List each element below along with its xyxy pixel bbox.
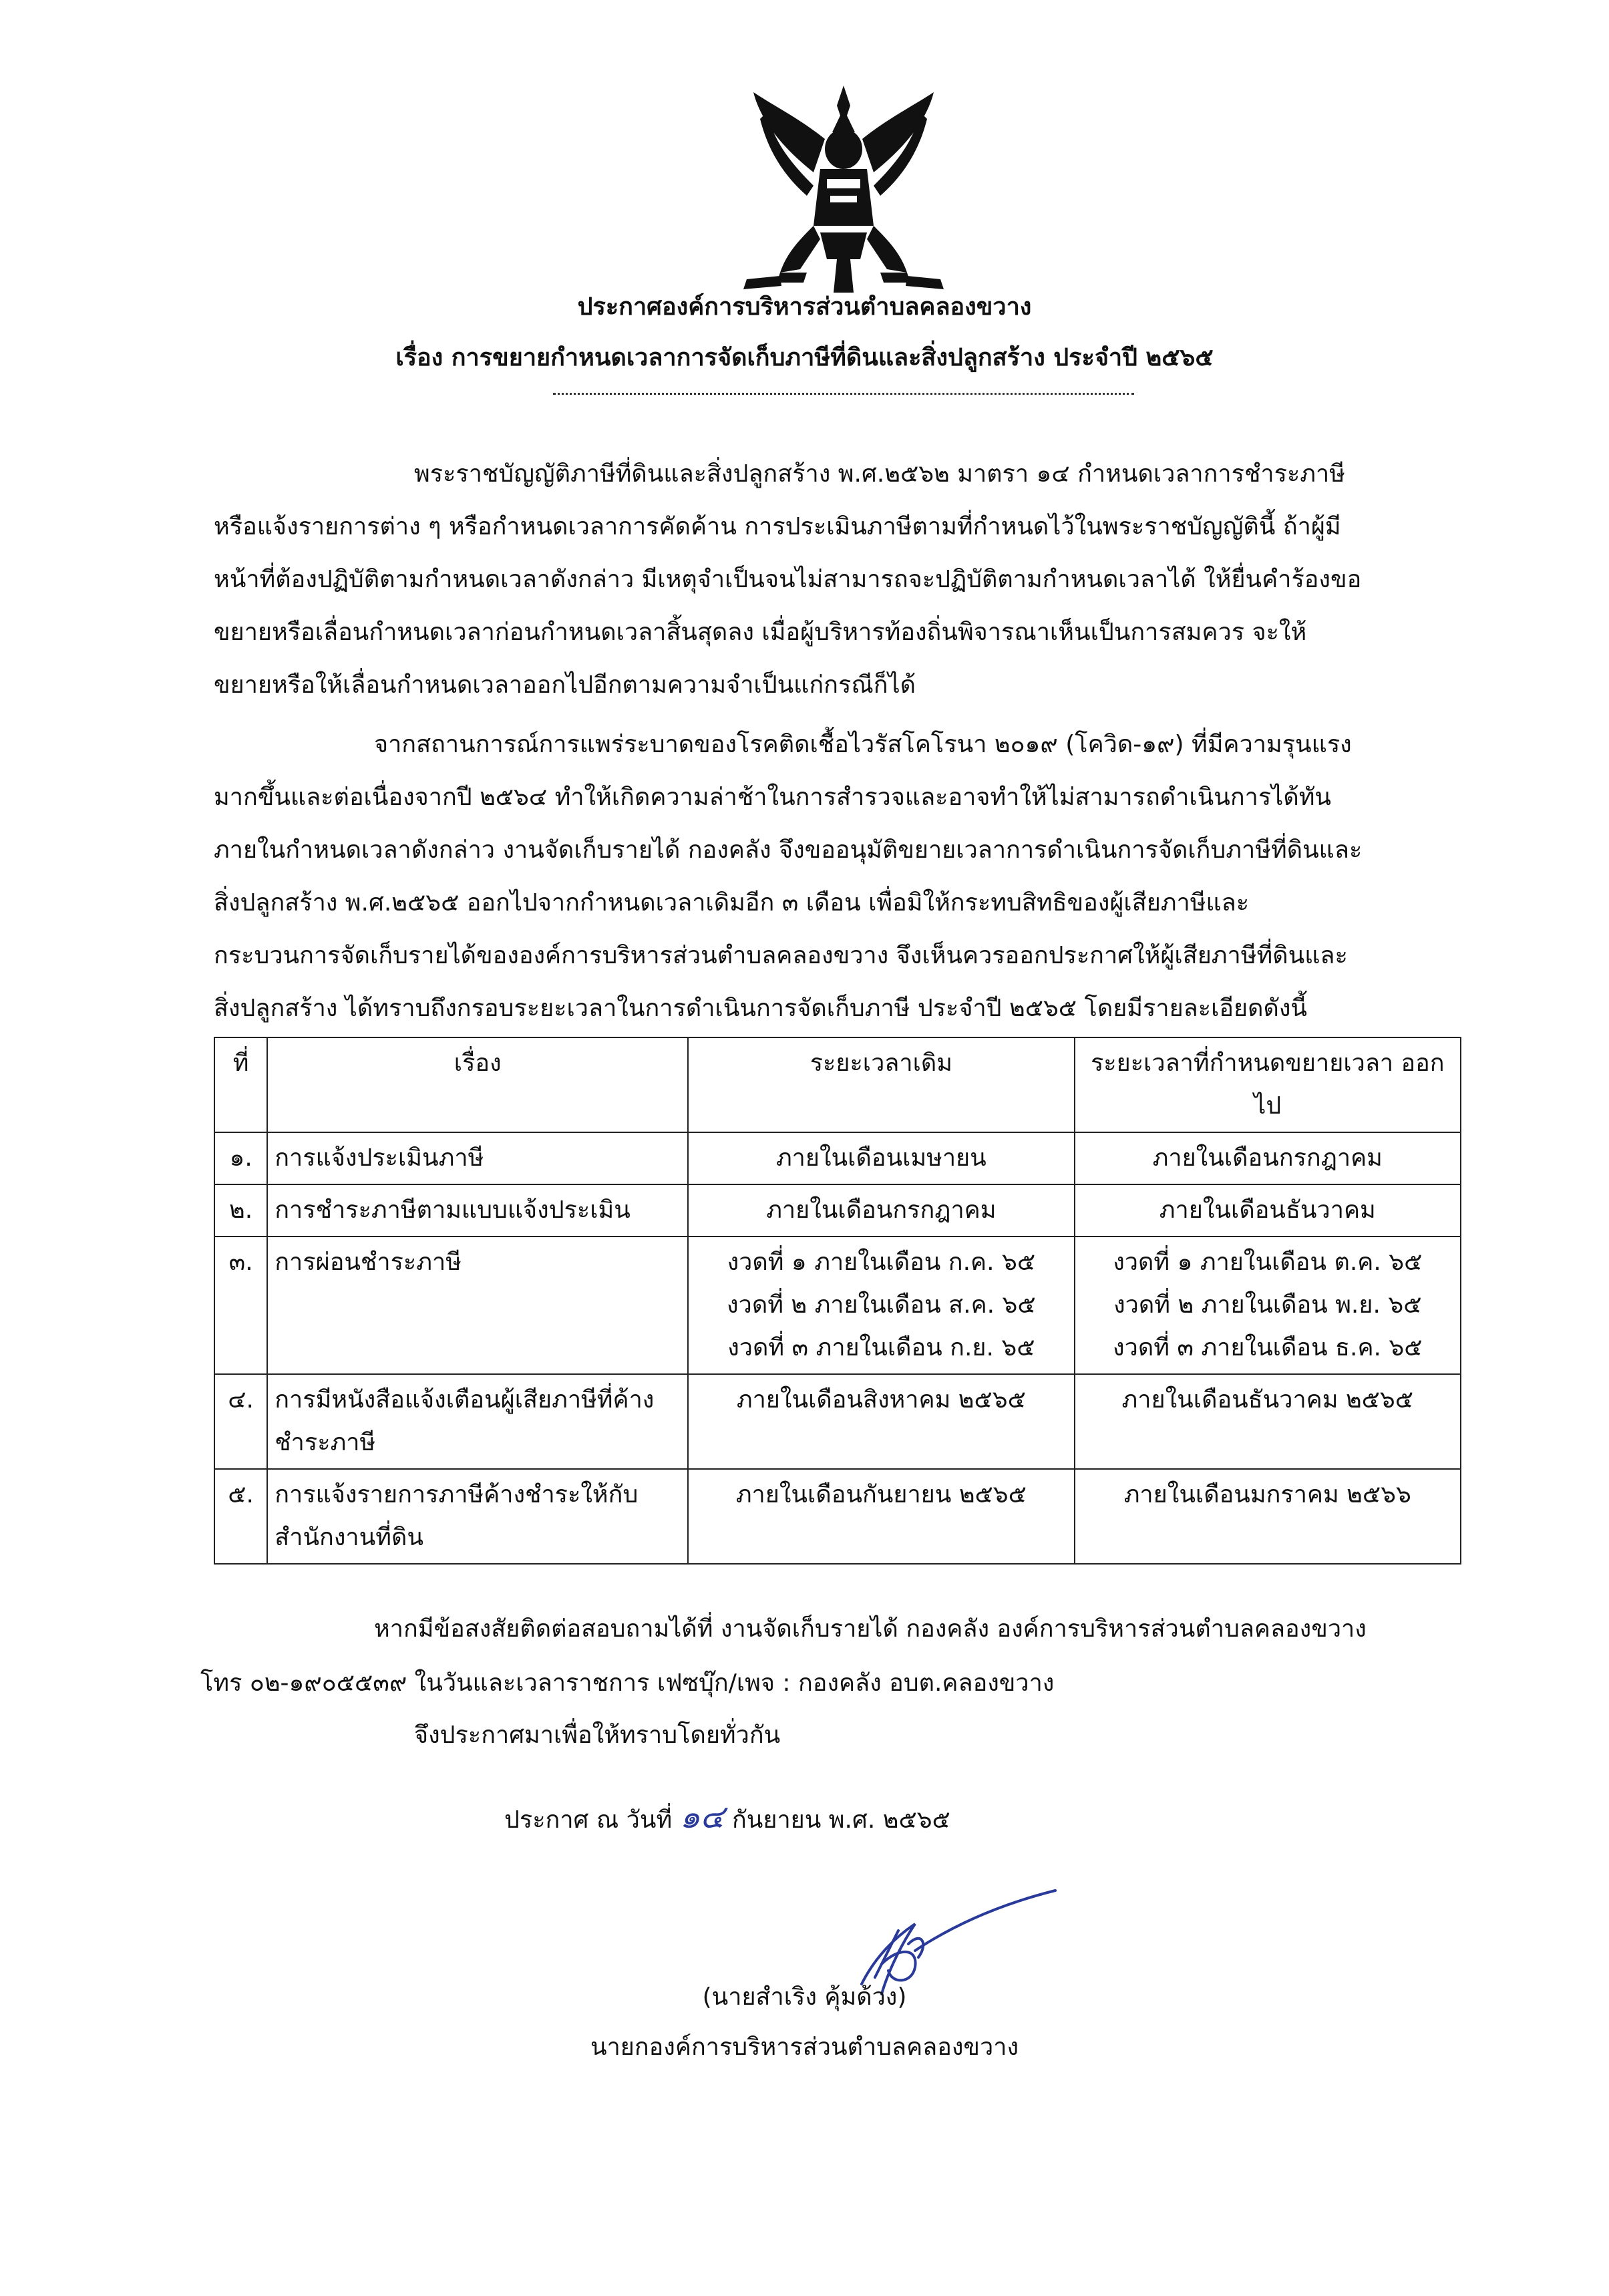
row-extended <box>1075 1237 1461 1374</box>
row-no: ๔. <box>214 1374 267 1469</box>
announcement-subject: เรื่อง การขยายกำหนดเวลาการจัดเก็บภาษีที่ดินและสิ่งปลูกสร้าง ประจำปี ๒๕๖๕ <box>395 344 1214 371</box>
text-line: สิ่งปลูกสร้าง พ.ศ.๒๕๖๕ ออกไปจากกำหนดเวลาเดิมอีก ๓ เดือน เพื่อมิให้กระทบสิทธิของผู้เสียภาษีและ <box>214 889 1250 917</box>
contact-line: หากมีข้อสงสัยติดต่อสอบถามได้ที่ งานจัดเก็บรายได้ กองคลัง องค์การบริหารส่วนตำบลคลองขวาง <box>374 1615 1367 1643</box>
row-extended: ภายในเดือนธันวาคม ๒๕๖๕ <box>1075 1374 1461 1469</box>
row-original: ภายในเดือนกันยายน ๒๕๖๕ <box>688 1469 1074 1564</box>
text-line: จากสถานการณ์การแพร่ระบาดของโรคติดเชื้อไวรัสโคโรนา ๒๐๑๙ (โควิด-๑๙) ที่มีความรุนแรง <box>374 731 1352 758</box>
table-row <box>214 1132 1461 1184</box>
text-line: สิ่งปลูกสร้าง ได้ทราบถึงกรอบระยะเวลาในการดำเนินการจัดเก็บภาษี ประจำปี ๒๕๖๕ โดยมีรายละเอียดดังนี้ <box>214 995 1308 1022</box>
row-subject: การแจ้งรายการภาษีค้างชำระให้กับสำนักงานที่ดิน <box>267 1469 688 1564</box>
signer-name: (นายสำเริง คุ้มด้วง) <box>702 1983 907 2011</box>
header-subject: เรื่อง <box>267 1037 688 1132</box>
paragraph-covid-extension <box>214 718 1453 1035</box>
signer-title: นายกองค์การบริหารส่วนตำบลคลองขวาง <box>590 2033 1019 2061</box>
text-line: มากขึ้นและต่อเนื่องจากปี ๒๕๖๔ ทำให้เกิดความล่าช้าในการสำรวจและอาจทำให้ไม่สามารถดำเนินการได้ทัน <box>214 784 1332 811</box>
paragraph-law-reference <box>214 448 1453 711</box>
row-extended: ภายในเดือนธันวาคม <box>1075 1184 1461 1237</box>
row-no: ๑. <box>214 1132 267 1184</box>
table-row <box>214 1469 1461 1564</box>
text-line: กระบวนการจัดเก็บรายได้ขององค์การบริหารส่วนตำบลคลองขวาง จึงเห็นควรออกประกาศให้ผู้เสียภาษีที่ดินและ <box>214 942 1348 969</box>
row-subject: การผ่อนชำระภาษี <box>267 1237 688 1374</box>
row-extended: ภายในเดือนมกราคม ๒๕๖๖ <box>1075 1469 1461 1564</box>
date-suffix: กันยายน พ.ศ. ๒๕๖๕ <box>731 1806 950 1834</box>
table-header-row <box>214 1037 1461 1132</box>
row-no: ๒. <box>214 1184 267 1237</box>
garuda-emblem-icon <box>740 79 947 299</box>
installment-line: งวดที่ ๒ ภายในเดือน ส.ค. ๖๕ <box>727 1291 1036 1319</box>
row-original <box>688 1237 1074 1374</box>
row-original: ภายในเดือนเมษายน <box>688 1132 1074 1184</box>
announcement-title: ประกาศองค์การบริหารส่วนตำบลคลองขวาง <box>577 293 1032 321</box>
row-subject: การชำระภาษีตามแบบแจ้งประเมิน <box>267 1184 688 1237</box>
table-row <box>214 1374 1461 1469</box>
installment-line: งวดที่ ๓ ภายในเดือน ธ.ค. ๖๕ <box>1113 1334 1423 1361</box>
header-original-period: ระยะเวลาเดิม <box>688 1037 1074 1132</box>
contact-phone-line: โทร ๐๒-๑๙๐๕๕๓๙ ในวันและเวลาราชการ เฟซบุ๊ก/เพจ : กองคลัง อบต.คลองขวาง <box>200 1669 1055 1697</box>
text-line: ขยายหรือให้เลื่อนกำหนดเวลาออกไปอีกตามความจำเป็นแก่กรณีก็ได้ <box>214 671 916 699</box>
dotted-divider <box>553 393 1134 395</box>
installment-line: งวดที่ ๒ ภายในเดือน พ.ย. ๖๕ <box>1113 1291 1422 1319</box>
header-no: ที่ <box>214 1037 267 1132</box>
row-no: ๓. <box>214 1237 267 1374</box>
row-no: ๕. <box>214 1469 267 1564</box>
text-line: พระราชบัญญัติภาษีที่ดินและสิ่งปลูกสร้าง พ.ศ.๒๕๖๒ มาตรา ๑๔ กำหนดเวลาการชำระภาษี <box>414 460 1345 488</box>
text-line: หน้าที่ต้องปฏิบัติตามกำหนดเวลาดังกล่าว มีเหตุจำเป็นจนไม่สามารถจะปฏิบัติตามกำหนดเวลาได้ ให้ยื่นคำร้องขอ <box>214 566 1362 593</box>
installment-line: งวดที่ ๑ ภายในเดือน ก.ค. ๖๕ <box>727 1249 1036 1276</box>
installment-line: งวดที่ ๓ ภายในเดือน ก.ย. ๖๕ <box>727 1334 1035 1361</box>
schedule-table <box>214 1037 1461 1565</box>
header-extended-period: ระยะเวลาที่กำหนดขยายเวลา ออกไป <box>1075 1037 1461 1132</box>
closing-line: จึงประกาศมาเพื่อให้ทราบโดยทั่วกัน <box>414 1721 781 1749</box>
installment-line: งวดที่ ๑ ภายในเดือน ต.ค. ๖๕ <box>1113 1249 1423 1276</box>
table-row <box>214 1184 1461 1237</box>
row-subject: การมีหนังสือแจ้งเตือนผู้เสียภาษีที่ค้างชำระภาษี <box>267 1374 688 1469</box>
date-prefix: ประกาศ ณ วันที่ <box>504 1806 673 1834</box>
row-extended: ภายในเดือนกรกฎาคม <box>1075 1132 1461 1184</box>
text-line: ภายในกำหนดเวลาดังกล่าว งานจัดเก็บรายได้ กองคลัง จึงขออนุมัติขยายเวลาการดำเนินการจัดเก็บภาษีที่ดินและ <box>214 836 1363 864</box>
row-original: ภายในเดือนสิงหาคม ๒๕๖๕ <box>688 1374 1074 1469</box>
text-line: ขยายหรือเลื่อนกำหนดเวลาก่อนกำหนดเวลาสิ้นสุดลง เมื่อผู้บริหารท้องถิ่นพิจารณาเห็นเป็นการสมควร จะให้ <box>214 619 1307 646</box>
table-row <box>214 1237 1461 1374</box>
date-day-handwritten: ๑๔ <box>679 1798 725 1836</box>
row-original: ภายในเดือนกรกฎาคม <box>688 1184 1074 1237</box>
announcement-date <box>504 1797 950 1840</box>
text-line: หรือแจ้งรายการต่าง ๆ หรือกำหนดเวลาการคัดค้าน การประเมินภาษีตามที่กำหนดไว้ในพระราชบัญญัตินี้ ถ้าผู้มี <box>214 513 1341 540</box>
row-subject: การแจ้งประเมินภาษี <box>267 1132 688 1184</box>
